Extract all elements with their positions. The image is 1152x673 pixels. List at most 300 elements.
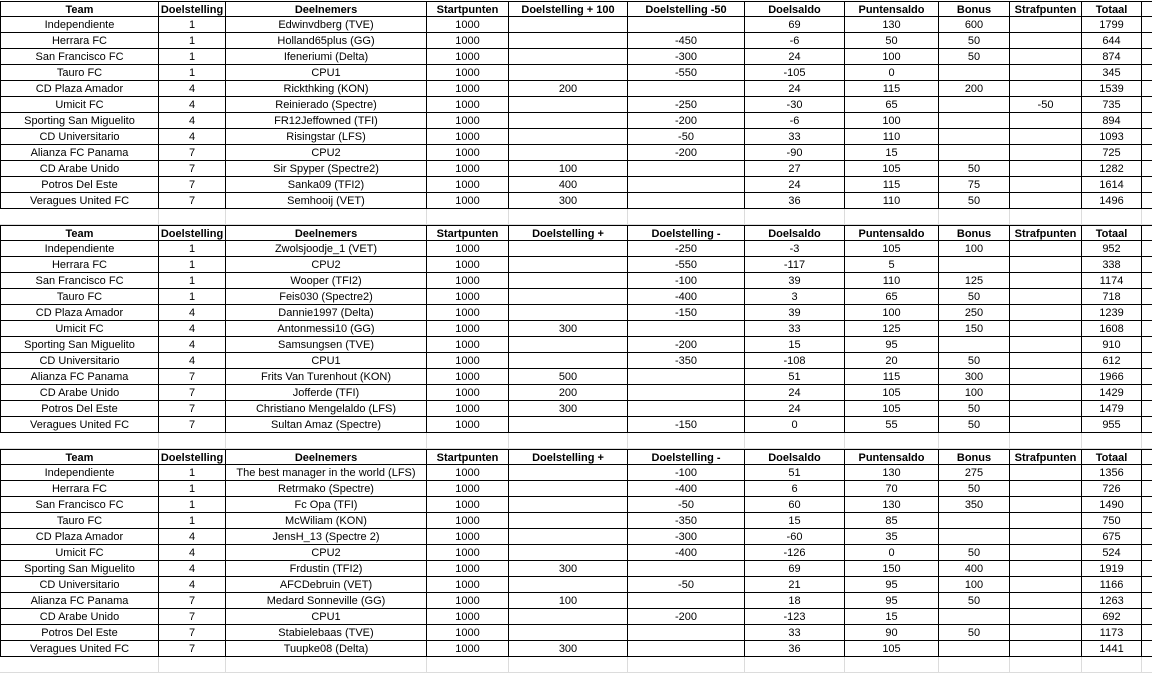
cell-doelsaldo[interactable]: 24 bbox=[745, 49, 845, 65]
cell-doelsaldo[interactable]: -105 bbox=[745, 65, 845, 81]
header-startpunten[interactable]: Startpunten bbox=[427, 449, 509, 465]
cell-puntensaldo[interactable]: 110 bbox=[845, 193, 939, 209]
header-deelnemers[interactable]: Deelnemers bbox=[226, 1, 427, 17]
cell-totaal[interactable]: 750 bbox=[1082, 513, 1142, 529]
header-bonus[interactable]: Bonus bbox=[939, 449, 1010, 465]
empty-cell[interactable] bbox=[939, 657, 1010, 673]
cell-startpunten[interactable]: 1000 bbox=[427, 81, 509, 97]
cell-bonus[interactable] bbox=[939, 529, 1010, 545]
cell-doelstelling-plus[interactable]: 300 bbox=[509, 561, 628, 577]
empty-cell[interactable] bbox=[427, 209, 509, 225]
cell-doelsaldo[interactable]: 3 bbox=[745, 289, 845, 305]
cell-doelstelling-min[interactable] bbox=[628, 369, 745, 385]
cell-puntensaldo[interactable]: 65 bbox=[845, 289, 939, 305]
cell-doelstelling[interactable]: 4 bbox=[159, 321, 226, 337]
cell-deelnemers[interactable]: Jofferde (TFI) bbox=[226, 385, 427, 401]
cell-strafpunten[interactable]: -50 bbox=[1010, 97, 1082, 113]
cell-strafpunten[interactable] bbox=[1010, 625, 1082, 641]
cell-deelnemers[interactable]: Antonmessi10 (GG) bbox=[226, 321, 427, 337]
cell-team[interactable]: Umicit FC bbox=[0, 321, 159, 337]
cell-team[interactable]: Alianza FC Panama bbox=[0, 145, 159, 161]
empty-cell[interactable] bbox=[1142, 497, 1152, 513]
cell-doelsaldo[interactable]: -108 bbox=[745, 353, 845, 369]
empty-cell[interactable] bbox=[226, 657, 427, 673]
cell-totaal[interactable]: 1166 bbox=[1082, 577, 1142, 593]
cell-puntensaldo[interactable]: 35 bbox=[845, 529, 939, 545]
cell-strafpunten[interactable] bbox=[1010, 273, 1082, 289]
cell-doelstelling-min[interactable]: -200 bbox=[628, 337, 745, 353]
empty-cell[interactable] bbox=[1142, 305, 1152, 321]
empty-cell[interactable] bbox=[1142, 545, 1152, 561]
empty-cell[interactable] bbox=[1082, 433, 1142, 449]
header-puntensaldo[interactable]: Puntensaldo bbox=[845, 449, 939, 465]
cell-team[interactable]: Herrara FC bbox=[0, 481, 159, 497]
cell-deelnemers[interactable]: Rickthking (KON) bbox=[226, 81, 427, 97]
cell-totaal[interactable]: 1441 bbox=[1082, 641, 1142, 657]
cell-doelstelling-min[interactable]: -550 bbox=[628, 65, 745, 81]
cell-deelnemers[interactable]: Dannie1997 (Delta) bbox=[226, 305, 427, 321]
cell-bonus[interactable]: 50 bbox=[939, 49, 1010, 65]
cell-doelstelling-min[interactable]: -100 bbox=[628, 273, 745, 289]
cell-team[interactable]: Sporting San Miguelito bbox=[0, 561, 159, 577]
cell-startpunten[interactable]: 1000 bbox=[427, 257, 509, 273]
cell-totaal[interactable]: 1174 bbox=[1082, 273, 1142, 289]
empty-cell[interactable] bbox=[1142, 225, 1152, 241]
cell-doelstelling-plus[interactable] bbox=[509, 113, 628, 129]
cell-puntensaldo[interactable]: 95 bbox=[845, 337, 939, 353]
cell-doelstelling-min[interactable] bbox=[628, 81, 745, 97]
header-team[interactable]: Team bbox=[0, 225, 159, 241]
cell-doelstelling-plus[interactable] bbox=[509, 513, 628, 529]
cell-doelstelling[interactable]: 7 bbox=[159, 145, 226, 161]
cell-bonus[interactable]: 50 bbox=[939, 193, 1010, 209]
cell-puntensaldo[interactable]: 130 bbox=[845, 465, 939, 481]
empty-cell[interactable] bbox=[1010, 657, 1082, 673]
cell-strafpunten[interactable] bbox=[1010, 337, 1082, 353]
cell-doelstelling[interactable]: 4 bbox=[159, 353, 226, 369]
cell-doelstelling-plus[interactable]: 100 bbox=[509, 593, 628, 609]
cell-puntensaldo[interactable]: 65 bbox=[845, 97, 939, 113]
cell-totaal[interactable]: 1490 bbox=[1082, 497, 1142, 513]
cell-doelstelling[interactable]: 1 bbox=[159, 257, 226, 273]
cell-startpunten[interactable]: 1000 bbox=[427, 353, 509, 369]
cell-doelsaldo[interactable]: 33 bbox=[745, 129, 845, 145]
cell-startpunten[interactable]: 1000 bbox=[427, 401, 509, 417]
cell-bonus[interactable]: 50 bbox=[939, 289, 1010, 305]
cell-doelstelling[interactable]: 1 bbox=[159, 289, 226, 305]
cell-puntensaldo[interactable]: 110 bbox=[845, 273, 939, 289]
cell-totaal[interactable]: 910 bbox=[1082, 337, 1142, 353]
header-deelnemers[interactable]: Deelnemers bbox=[226, 449, 427, 465]
header-doelsaldo[interactable]: Doelsaldo bbox=[745, 225, 845, 241]
cell-strafpunten[interactable] bbox=[1010, 577, 1082, 593]
header-doelsaldo[interactable]: Doelsaldo bbox=[745, 449, 845, 465]
cell-totaal[interactable]: 1263 bbox=[1082, 593, 1142, 609]
cell-startpunten[interactable]: 1000 bbox=[427, 177, 509, 193]
cell-team[interactable]: CD Arabe Unido bbox=[0, 609, 159, 625]
cell-puntensaldo[interactable]: 105 bbox=[845, 641, 939, 657]
cell-strafpunten[interactable] bbox=[1010, 33, 1082, 49]
empty-cell[interactable] bbox=[1142, 241, 1152, 257]
empty-cell[interactable] bbox=[509, 657, 628, 673]
cell-puntensaldo[interactable]: 125 bbox=[845, 321, 939, 337]
cell-strafpunten[interactable] bbox=[1010, 513, 1082, 529]
cell-totaal[interactable]: 955 bbox=[1082, 417, 1142, 433]
cell-bonus[interactable] bbox=[939, 129, 1010, 145]
cell-team[interactable]: CD Plaza Amador bbox=[0, 81, 159, 97]
cell-startpunten[interactable]: 1000 bbox=[427, 545, 509, 561]
cell-team[interactable]: Tauro FC bbox=[0, 65, 159, 81]
cell-puntensaldo[interactable]: 90 bbox=[845, 625, 939, 641]
empty-cell[interactable] bbox=[1142, 433, 1152, 449]
cell-strafpunten[interactable] bbox=[1010, 289, 1082, 305]
empty-cell[interactable] bbox=[1142, 129, 1152, 145]
header-doelstelling[interactable]: Doelstelling bbox=[159, 225, 226, 241]
empty-cell[interactable] bbox=[1142, 1, 1152, 17]
cell-doelstelling-min[interactable] bbox=[628, 561, 745, 577]
cell-doelstelling-plus[interactable] bbox=[509, 289, 628, 305]
cell-doelsaldo[interactable]: 6 bbox=[745, 481, 845, 497]
empty-cell[interactable] bbox=[628, 657, 745, 673]
cell-team[interactable]: Independiente bbox=[0, 241, 159, 257]
empty-cell[interactable] bbox=[1142, 289, 1152, 305]
cell-bonus[interactable]: 50 bbox=[939, 417, 1010, 433]
cell-strafpunten[interactable] bbox=[1010, 193, 1082, 209]
cell-doelstelling[interactable]: 4 bbox=[159, 577, 226, 593]
cell-doelsaldo[interactable]: 36 bbox=[745, 193, 845, 209]
header-bonus[interactable]: Bonus bbox=[939, 1, 1010, 17]
cell-doelstelling-min[interactable] bbox=[628, 593, 745, 609]
cell-strafpunten[interactable] bbox=[1010, 113, 1082, 129]
cell-doelstelling-plus[interactable] bbox=[509, 33, 628, 49]
cell-startpunten[interactable]: 1000 bbox=[427, 641, 509, 657]
cell-deelnemers[interactable]: Fc Opa (TFI) bbox=[226, 497, 427, 513]
cell-bonus[interactable]: 600 bbox=[939, 17, 1010, 33]
cell-doelsaldo[interactable]: 0 bbox=[745, 417, 845, 433]
cell-doelsaldo[interactable]: 24 bbox=[745, 177, 845, 193]
cell-bonus[interactable] bbox=[939, 113, 1010, 129]
cell-puntensaldo[interactable]: 70 bbox=[845, 481, 939, 497]
cell-strafpunten[interactable] bbox=[1010, 353, 1082, 369]
cell-doelstelling[interactable]: 4 bbox=[159, 81, 226, 97]
cell-bonus[interactable]: 50 bbox=[939, 353, 1010, 369]
cell-team[interactable]: San Francisco FC bbox=[0, 497, 159, 513]
cell-startpunten[interactable]: 1000 bbox=[427, 273, 509, 289]
cell-doelstelling[interactable]: 7 bbox=[159, 177, 226, 193]
cell-doelstelling-plus[interactable] bbox=[509, 417, 628, 433]
cell-doelstelling-plus[interactable] bbox=[509, 465, 628, 481]
cell-doelstelling[interactable]: 1 bbox=[159, 33, 226, 49]
cell-doelstelling-plus[interactable]: 200 bbox=[509, 81, 628, 97]
empty-cell[interactable] bbox=[427, 433, 509, 449]
cell-team[interactable]: Herrara FC bbox=[0, 257, 159, 273]
cell-strafpunten[interactable] bbox=[1010, 593, 1082, 609]
cell-startpunten[interactable]: 1000 bbox=[427, 369, 509, 385]
empty-cell[interactable] bbox=[1142, 177, 1152, 193]
cell-doelstelling-plus[interactable] bbox=[509, 529, 628, 545]
header-startpunten[interactable]: Startpunten bbox=[427, 1, 509, 17]
cell-doelstelling[interactable]: 7 bbox=[159, 641, 226, 657]
cell-doelstelling-plus[interactable]: 400 bbox=[509, 177, 628, 193]
cell-doelsaldo[interactable]: 27 bbox=[745, 161, 845, 177]
cell-totaal[interactable]: 338 bbox=[1082, 257, 1142, 273]
cell-doelstelling-plus[interactable] bbox=[509, 353, 628, 369]
cell-puntensaldo[interactable]: 115 bbox=[845, 177, 939, 193]
cell-doelstelling-plus[interactable] bbox=[509, 17, 628, 33]
cell-doelsaldo[interactable]: 33 bbox=[745, 625, 845, 641]
cell-doelstelling[interactable]: 4 bbox=[159, 545, 226, 561]
cell-totaal[interactable]: 952 bbox=[1082, 241, 1142, 257]
cell-bonus[interactable]: 125 bbox=[939, 273, 1010, 289]
cell-startpunten[interactable]: 1000 bbox=[427, 321, 509, 337]
cell-strafpunten[interactable] bbox=[1010, 145, 1082, 161]
cell-doelstelling-min[interactable] bbox=[628, 177, 745, 193]
cell-doelstelling-min[interactable]: -50 bbox=[628, 129, 745, 145]
cell-strafpunten[interactable] bbox=[1010, 241, 1082, 257]
cell-doelstelling[interactable]: 7 bbox=[159, 625, 226, 641]
header-bonus[interactable]: Bonus bbox=[939, 225, 1010, 241]
cell-bonus[interactable] bbox=[939, 609, 1010, 625]
empty-cell[interactable] bbox=[1142, 161, 1152, 177]
cell-deelnemers[interactable]: CPU2 bbox=[226, 257, 427, 273]
cell-doelstelling-plus[interactable] bbox=[509, 305, 628, 321]
cell-doelstelling-min[interactable] bbox=[628, 321, 745, 337]
cell-team[interactable]: Independiente bbox=[0, 465, 159, 481]
cell-totaal[interactable]: 612 bbox=[1082, 353, 1142, 369]
cell-doelstelling[interactable]: 4 bbox=[159, 337, 226, 353]
cell-doelstelling[interactable]: 4 bbox=[159, 129, 226, 145]
cell-doelsaldo[interactable]: -30 bbox=[745, 97, 845, 113]
cell-doelstelling-plus[interactable] bbox=[509, 241, 628, 257]
cell-bonus[interactable]: 50 bbox=[939, 161, 1010, 177]
cell-doelstelling[interactable]: 7 bbox=[159, 417, 226, 433]
cell-startpunten[interactable]: 1000 bbox=[427, 337, 509, 353]
cell-deelnemers[interactable]: CPU1 bbox=[226, 65, 427, 81]
cell-doelsaldo[interactable]: 51 bbox=[745, 369, 845, 385]
cell-deelnemers[interactable]: FR12Jeffowned (TFI) bbox=[226, 113, 427, 129]
cell-doelsaldo[interactable]: -6 bbox=[745, 33, 845, 49]
cell-bonus[interactable] bbox=[939, 97, 1010, 113]
cell-bonus[interactable]: 350 bbox=[939, 497, 1010, 513]
header-puntensaldo[interactable]: Puntensaldo bbox=[845, 1, 939, 17]
empty-cell[interactable] bbox=[1142, 561, 1152, 577]
header-totaal[interactable]: Totaal bbox=[1082, 225, 1142, 241]
cell-strafpunten[interactable] bbox=[1010, 369, 1082, 385]
cell-startpunten[interactable]: 1000 bbox=[427, 305, 509, 321]
cell-team[interactable]: Umicit FC bbox=[0, 545, 159, 561]
cell-doelstelling-min[interactable]: -200 bbox=[628, 609, 745, 625]
cell-doelstelling-plus[interactable] bbox=[509, 97, 628, 113]
cell-doelstelling[interactable]: 1 bbox=[159, 465, 226, 481]
cell-strafpunten[interactable] bbox=[1010, 545, 1082, 561]
empty-cell[interactable] bbox=[745, 433, 845, 449]
cell-totaal[interactable]: 644 bbox=[1082, 33, 1142, 49]
cell-doelstelling-min[interactable]: -350 bbox=[628, 353, 745, 369]
cell-strafpunten[interactable] bbox=[1010, 65, 1082, 81]
cell-puntensaldo[interactable]: 105 bbox=[845, 161, 939, 177]
empty-cell[interactable] bbox=[1142, 641, 1152, 657]
cell-team[interactable]: Umicit FC bbox=[0, 97, 159, 113]
empty-cell[interactable] bbox=[845, 657, 939, 673]
cell-bonus[interactable]: 275 bbox=[939, 465, 1010, 481]
cell-doelsaldo[interactable]: 15 bbox=[745, 513, 845, 529]
cell-doelstelling-min[interactable]: -150 bbox=[628, 417, 745, 433]
cell-doelstelling-plus[interactable] bbox=[509, 625, 628, 641]
cell-doelstelling[interactable]: 4 bbox=[159, 305, 226, 321]
empty-cell[interactable] bbox=[0, 657, 159, 673]
cell-totaal[interactable]: 735 bbox=[1082, 97, 1142, 113]
cell-team[interactable]: Tauro FC bbox=[0, 513, 159, 529]
cell-totaal[interactable]: 1799 bbox=[1082, 17, 1142, 33]
cell-doelstelling[interactable]: 1 bbox=[159, 49, 226, 65]
cell-strafpunten[interactable] bbox=[1010, 641, 1082, 657]
empty-cell[interactable] bbox=[1082, 209, 1142, 225]
cell-doelstelling-min[interactable] bbox=[628, 401, 745, 417]
cell-doelstelling-plus[interactable]: 500 bbox=[509, 369, 628, 385]
cell-puntensaldo[interactable]: 105 bbox=[845, 385, 939, 401]
cell-startpunten[interactable]: 1000 bbox=[427, 593, 509, 609]
empty-cell[interactable] bbox=[1142, 513, 1152, 529]
cell-startpunten[interactable]: 1000 bbox=[427, 513, 509, 529]
empty-cell[interactable] bbox=[1142, 97, 1152, 113]
cell-deelnemers[interactable]: Christiano Mengelaldo (LFS) bbox=[226, 401, 427, 417]
cell-team[interactable]: CD Universitario bbox=[0, 353, 159, 369]
cell-doelstelling[interactable]: 1 bbox=[159, 481, 226, 497]
cell-puntensaldo[interactable]: 110 bbox=[845, 129, 939, 145]
cell-bonus[interactable] bbox=[939, 641, 1010, 657]
cell-doelstelling-min[interactable]: -400 bbox=[628, 481, 745, 497]
cell-team[interactable]: Veragues United FC bbox=[0, 193, 159, 209]
header-strafpunten[interactable]: Strafpunten bbox=[1010, 225, 1082, 241]
cell-doelstelling-plus[interactable] bbox=[509, 129, 628, 145]
cell-bonus[interactable]: 100 bbox=[939, 577, 1010, 593]
cell-startpunten[interactable]: 1000 bbox=[427, 481, 509, 497]
cell-deelnemers[interactable]: Sir Spyper (Spectre2) bbox=[226, 161, 427, 177]
cell-totaal[interactable]: 1239 bbox=[1082, 305, 1142, 321]
cell-deelnemers[interactable]: CPU1 bbox=[226, 609, 427, 625]
cell-startpunten[interactable]: 1000 bbox=[427, 529, 509, 545]
cell-totaal[interactable]: 726 bbox=[1082, 481, 1142, 497]
cell-doelstelling-min[interactable]: -200 bbox=[628, 145, 745, 161]
empty-cell[interactable] bbox=[1142, 465, 1152, 481]
cell-deelnemers[interactable]: Semhooij (VET) bbox=[226, 193, 427, 209]
cell-doelstelling-plus[interactable] bbox=[509, 337, 628, 353]
cell-doelsaldo[interactable]: 51 bbox=[745, 465, 845, 481]
cell-doelstelling[interactable]: 1 bbox=[159, 513, 226, 529]
cell-doelstelling[interactable]: 1 bbox=[159, 241, 226, 257]
cell-deelnemers[interactable]: CPU2 bbox=[226, 145, 427, 161]
empty-cell[interactable] bbox=[1142, 529, 1152, 545]
header-doelstelling-min[interactable]: Doelstelling - bbox=[628, 449, 745, 465]
cell-doelsaldo[interactable]: 69 bbox=[745, 561, 845, 577]
cell-startpunten[interactable]: 1000 bbox=[427, 113, 509, 129]
empty-cell[interactable] bbox=[628, 209, 745, 225]
cell-strafpunten[interactable] bbox=[1010, 561, 1082, 577]
cell-bonus[interactable]: 50 bbox=[939, 401, 1010, 417]
cell-team[interactable]: CD Plaza Amador bbox=[0, 529, 159, 545]
cell-bonus[interactable] bbox=[939, 145, 1010, 161]
cell-puntensaldo[interactable]: 15 bbox=[845, 145, 939, 161]
empty-cell[interactable] bbox=[1142, 257, 1152, 273]
cell-startpunten[interactable]: 1000 bbox=[427, 625, 509, 641]
header-strafpunten[interactable]: Strafpunten bbox=[1010, 449, 1082, 465]
cell-startpunten[interactable]: 1000 bbox=[427, 497, 509, 513]
cell-bonus[interactable] bbox=[939, 257, 1010, 273]
cell-doelsaldo[interactable]: 36 bbox=[745, 641, 845, 657]
cell-deelnemers[interactable]: Sultan Amaz (Spectre) bbox=[226, 417, 427, 433]
cell-puntensaldo[interactable]: 15 bbox=[845, 609, 939, 625]
empty-cell[interactable] bbox=[0, 433, 159, 449]
empty-cell[interactable] bbox=[1142, 577, 1152, 593]
cell-totaal[interactable]: 894 bbox=[1082, 113, 1142, 129]
cell-doelstelling[interactable]: 7 bbox=[159, 609, 226, 625]
cell-doelstelling[interactable]: 7 bbox=[159, 369, 226, 385]
empty-cell[interactable] bbox=[1142, 369, 1152, 385]
cell-doelstelling-min[interactable] bbox=[628, 193, 745, 209]
cell-doelsaldo[interactable]: 18 bbox=[745, 593, 845, 609]
cell-doelstelling-min[interactable]: -50 bbox=[628, 497, 745, 513]
cell-startpunten[interactable]: 1000 bbox=[427, 385, 509, 401]
cell-doelstelling-min[interactable]: -50 bbox=[628, 577, 745, 593]
empty-cell[interactable] bbox=[1142, 625, 1152, 641]
cell-doelsaldo[interactable]: 24 bbox=[745, 81, 845, 97]
cell-doelsaldo[interactable]: -6 bbox=[745, 113, 845, 129]
empty-cell[interactable] bbox=[1082, 657, 1142, 673]
cell-doelstelling-plus[interactable] bbox=[509, 257, 628, 273]
cell-bonus[interactable]: 50 bbox=[939, 625, 1010, 641]
cell-deelnemers[interactable]: Wooper (TFI2) bbox=[226, 273, 427, 289]
cell-deelnemers[interactable]: Sanka09 (TFI2) bbox=[226, 177, 427, 193]
cell-doelstelling-min[interactable]: -550 bbox=[628, 257, 745, 273]
cell-doelstelling-min[interactable]: -400 bbox=[628, 289, 745, 305]
header-deelnemers[interactable]: Deelnemers bbox=[226, 225, 427, 241]
cell-doelstelling-min[interactable]: -400 bbox=[628, 545, 745, 561]
cell-startpunten[interactable]: 1000 bbox=[427, 65, 509, 81]
cell-team[interactable]: Veragues United FC bbox=[0, 641, 159, 657]
cell-puntensaldo[interactable]: 0 bbox=[845, 545, 939, 561]
cell-startpunten[interactable]: 1000 bbox=[427, 241, 509, 257]
cell-totaal[interactable]: 675 bbox=[1082, 529, 1142, 545]
cell-team[interactable]: CD Arabe Unido bbox=[0, 161, 159, 177]
empty-cell[interactable] bbox=[1142, 449, 1152, 465]
cell-puntensaldo[interactable]: 50 bbox=[845, 33, 939, 49]
cell-deelnemers[interactable]: Samsungsen (TVE) bbox=[226, 337, 427, 353]
cell-startpunten[interactable]: 1000 bbox=[427, 289, 509, 305]
cell-deelnemers[interactable]: Feis030 (Spectre2) bbox=[226, 289, 427, 305]
cell-totaal[interactable]: 1282 bbox=[1082, 161, 1142, 177]
cell-doelstelling[interactable]: 4 bbox=[159, 97, 226, 113]
cell-startpunten[interactable]: 1000 bbox=[427, 417, 509, 433]
cell-doelstelling[interactable]: 4 bbox=[159, 529, 226, 545]
cell-startpunten[interactable]: 1000 bbox=[427, 193, 509, 209]
empty-cell[interactable] bbox=[1142, 65, 1152, 81]
cell-deelnemers[interactable]: Frits Van Turenhout (KON) bbox=[226, 369, 427, 385]
cell-doelstelling-plus[interactable] bbox=[509, 273, 628, 289]
cell-team[interactable]: Alianza FC Panama bbox=[0, 593, 159, 609]
cell-doelsaldo[interactable]: -123 bbox=[745, 609, 845, 625]
header-doelstelling-plus[interactable]: Doelstelling + 100 bbox=[509, 1, 628, 17]
cell-totaal[interactable]: 1608 bbox=[1082, 321, 1142, 337]
cell-doelstelling-plus[interactable] bbox=[509, 577, 628, 593]
cell-doelstelling-plus[interactable] bbox=[509, 49, 628, 65]
empty-cell[interactable] bbox=[226, 433, 427, 449]
empty-cell[interactable] bbox=[1142, 113, 1152, 129]
cell-bonus[interactable]: 200 bbox=[939, 81, 1010, 97]
cell-totaal[interactable]: 1966 bbox=[1082, 369, 1142, 385]
cell-team[interactable]: Independiente bbox=[0, 17, 159, 33]
cell-deelnemers[interactable]: Tuupke08 (Delta) bbox=[226, 641, 427, 657]
cell-totaal[interactable]: 1919 bbox=[1082, 561, 1142, 577]
